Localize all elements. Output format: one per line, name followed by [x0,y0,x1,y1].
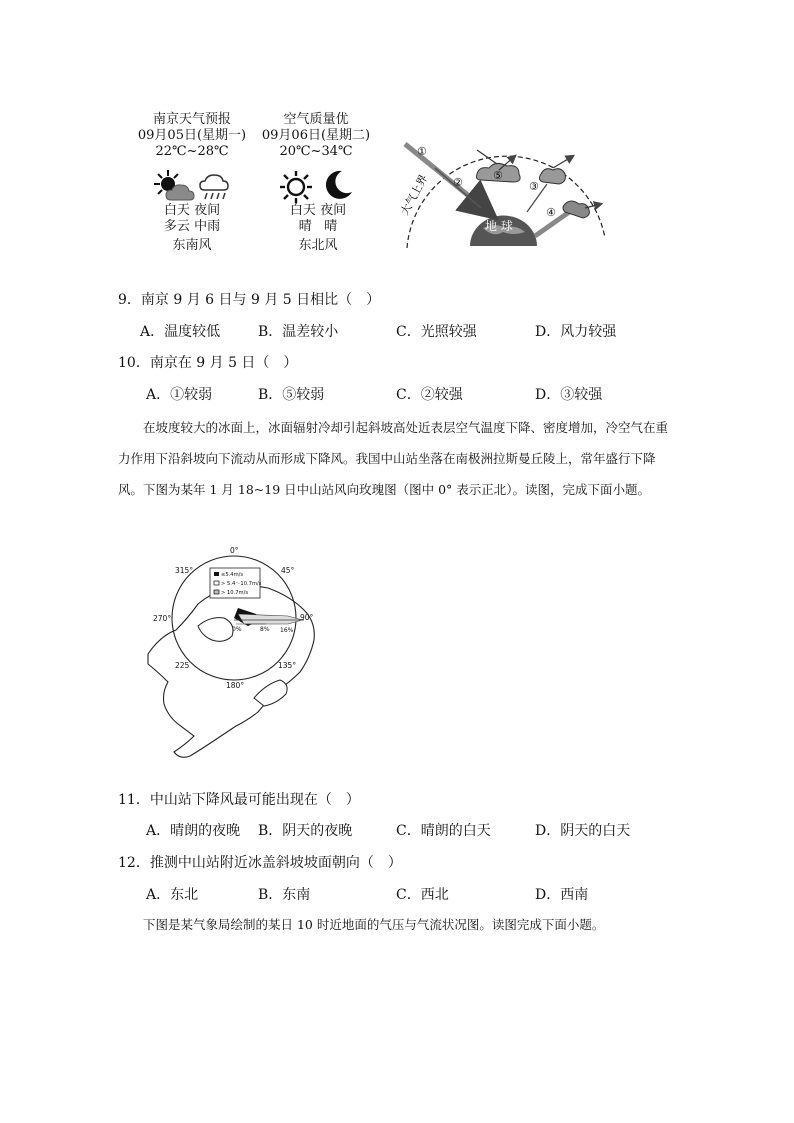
forecast-day1-title: 南京天气预报 [152,112,231,127]
percent-8: 8% [260,626,270,633]
angle-270: 270° [153,614,172,623]
day2-night-label: 夜间 [320,203,347,218]
question-11-option-d[interactable]: D．阴天的白天 [535,823,631,839]
legend-1: ≤5.4m/s [221,572,244,578]
legend-3: > 10.7m/s [221,590,249,596]
atmosphere-label: 大气上界 [398,172,431,218]
question-9-stem: 9．南京 9 月 6 日与 9 月 5 日相比（ ） [118,292,381,308]
day2-night-cond: 晴 [324,219,338,234]
forecast-day2-title: 空气质量优 [283,112,349,127]
forecast-day1-temp: 22℃~28℃ [155,144,229,159]
day1-night-cond: 中雨 [194,219,221,234]
forecast-day1-details [152,203,232,254]
question-11-option-a[interactable]: A．晴朗的夜晚 [146,823,241,839]
marker-4: ④ [546,206,556,219]
angle-315: 315° [175,566,194,575]
sun-icon [279,170,313,204]
question-12-option-a[interactable]: A．东北 [146,887,199,903]
day2-day-label: 白天 [289,203,316,218]
percent-16: 16% [280,627,294,634]
pressure-paragraph [118,909,678,940]
radiation-diagram [395,128,615,250]
angle-90: 90° [300,613,314,622]
forecast-day1-date: 09月05日(星期一) [137,128,247,143]
wind-rose-map [140,544,340,764]
question-12-option-d[interactable]: D．西南 [535,887,589,903]
day1-day-cond: 多云 [163,219,190,234]
question-10-stem: 10．南京在 9 月 5 日（ ） [118,355,298,371]
day2-wind: 东北风 [298,238,338,253]
earth-label: 地 球 [485,219,513,233]
question-12-stem: 12．推测中山站附近冰盖斜坡坡面朝向（ ） [118,855,402,871]
question-12-option-b[interactable]: B．东南 [258,887,311,903]
rain-icon [198,172,230,204]
angle-225: 225 [175,661,190,670]
angle-180: 180° [226,681,245,690]
question-9-option-a[interactable]: A．温度较低 [140,324,221,340]
question-11-option-b[interactable]: B．阴天的夜晚 [258,823,353,839]
forecast-day2 [256,112,376,160]
arrow-3 [553,156,573,168]
question-10-option-d[interactable]: D．③较强 [535,387,603,403]
day1-day-label: 白天 [163,203,190,218]
question-10-option-b[interactable]: B．⑤较弱 [258,387,325,403]
partly-cloudy-icon [150,168,198,204]
angle-45: 45° [281,566,295,575]
day2-day-cond: 晴 [298,219,312,234]
question-9-option-d[interactable]: D．风力较强 [535,324,617,340]
legend-2: > 5.4～10.7m/s [221,581,262,587]
question-10-option-c[interactable]: C．②较强 [396,387,463,403]
question-9-option-b[interactable]: B．温差较小 [258,324,339,340]
marker-3: ③ [529,180,539,193]
question-12-option-c[interactable]: C．西北 [396,887,449,903]
percent-0: 0% [232,626,242,633]
katabatic-text: 在坡度较大的冰面上，冰面辐射冷却引起斜坡高处近表层空气温度下降、密度增加，冷空气在重力作用下沿斜坡向下流动从而形成下降风。我国中山站坐落在南极洲拉斯曼丘陵上，常年盛行下降风。下图为某年 1 月 18~19 日中山站风向玫瑰图（图中 0° 表示正北）。读图，完成下面小题。 [118,420,669,497]
question-11-stem: 11．中山站下降风最可能出现在（ ） [118,792,360,808]
forecast-day2-details [278,203,358,254]
question-10-option-a[interactable]: A．①较弱 [146,387,213,403]
forecast-day1 [132,112,252,160]
day1-night-label: 夜间 [194,203,221,218]
katabatic-paragraph [118,412,678,505]
angle-0: 0° [230,546,239,555]
marker-2: ② [453,176,463,189]
question-9-option-c[interactable]: C．光照较强 [396,324,477,340]
day1-wind: 东南风 [172,238,212,253]
forecast-day2-temp: 20℃~34℃ [279,144,353,159]
marker-5: ⑤ [493,169,503,182]
forecast-day2-date: 09月06日(星期二) [261,128,371,143]
question-11-option-c[interactable]: C．晴朗的白天 [396,823,491,839]
antarctica-outline [148,586,314,757]
pressure-text: 下图是某气象局绘制的某日 10 时近地面的气压与气流状况图。读图完成下面小题。 [143,917,605,932]
moon-icon [320,168,354,202]
marker-1: ① [417,145,427,158]
cloud-3 [539,169,565,184]
angle-135: 135° [278,661,297,670]
